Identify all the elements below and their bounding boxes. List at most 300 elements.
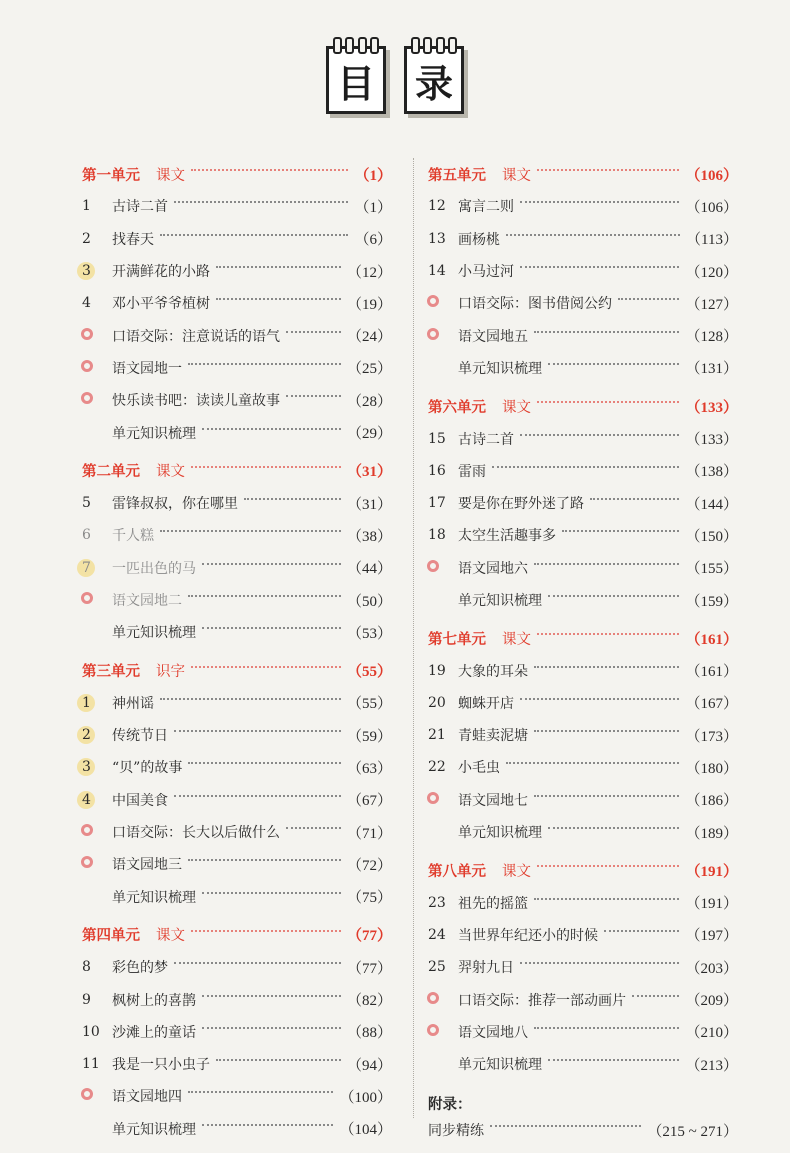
dot-leader	[537, 633, 679, 635]
lesson-title: 神州谣	[112, 695, 154, 712]
dot-leader	[216, 1059, 341, 1061]
page-number: （1）	[354, 199, 392, 216]
dot-leader	[202, 627, 341, 629]
toc-entry[interactable]	[82, 1080, 392, 1112]
lesson-title: 枫树上的喜鹊	[112, 992, 196, 1009]
lesson-number: 19	[428, 662, 446, 679]
dot-leader	[202, 892, 341, 894]
ring-icon-holder	[428, 328, 458, 344]
dot-leader	[590, 498, 679, 500]
dot-leader	[534, 563, 679, 565]
ring-icon	[81, 592, 93, 604]
ring-icon	[81, 360, 93, 372]
ring-icon-holder	[428, 295, 458, 311]
toc-entry[interactable]	[428, 951, 738, 983]
ring-icon	[81, 824, 93, 836]
lesson-title: 传统节日	[112, 728, 168, 745]
dot-leader	[537, 401, 679, 403]
dot-leader	[202, 1027, 341, 1029]
lesson-number: 13	[428, 230, 446, 247]
dot-leader	[520, 698, 679, 700]
lesson-title: 彩色的梦	[112, 960, 168, 977]
page-number: （167）	[685, 696, 738, 713]
lesson-title: 我是一只小虫子	[112, 1057, 210, 1074]
page-number: （63）	[346, 760, 392, 777]
lesson-title: 蜘蛛开店	[458, 695, 514, 712]
ring-icon-holder	[428, 1024, 458, 1040]
toc-entry[interactable]	[428, 319, 738, 351]
lesson-number: 9	[82, 991, 91, 1008]
page-number: （67）	[346, 793, 392, 810]
dot-leader	[244, 498, 341, 500]
ring-icon	[427, 992, 439, 1004]
lesson-title: 开满鲜花的小路	[112, 264, 210, 281]
lesson-title: 当世界年纪还小的时候	[458, 927, 598, 944]
toc-entry[interactable]	[428, 687, 738, 719]
ring-icon-holder	[82, 824, 112, 840]
page-number: （28）	[346, 393, 392, 410]
dot-leader	[174, 795, 341, 797]
column-divider	[413, 158, 414, 1118]
lesson-title: 要是你在野外迷了路	[458, 496, 584, 513]
ring-icon-holder	[82, 592, 112, 608]
page-number: （144）	[685, 496, 738, 513]
dot-leader	[548, 595, 679, 597]
page-number: （55）	[346, 664, 392, 681]
page-number: （100）	[339, 1089, 392, 1106]
unit-name: 第三单元	[82, 663, 140, 681]
binder-rings-icon	[333, 37, 379, 54]
toc-entry[interactable]	[82, 190, 392, 222]
title-card-2	[404, 46, 464, 114]
toc-entry[interactable]	[82, 1016, 392, 1048]
page-number: （133）	[685, 432, 738, 449]
lesson-number: 18	[428, 527, 446, 544]
ring-icon-holder	[82, 360, 112, 376]
lesson-title: “贝”的故事	[112, 760, 183, 777]
page-number: （44）	[346, 561, 392, 578]
lesson-number: 15	[428, 430, 446, 447]
title-card-1	[326, 46, 386, 114]
toc-entry[interactable]	[82, 519, 392, 551]
unit-kind: 课文	[502, 863, 531, 880]
dot-leader	[548, 827, 679, 829]
toc-entry[interactable]	[428, 584, 738, 616]
lesson-number: 3	[82, 759, 112, 775]
lesson-number: 1	[82, 198, 91, 215]
section-title: 口语交际：长大以后做什么	[112, 825, 280, 842]
lesson-title: 千人糕	[112, 528, 154, 545]
title-char-2: 录	[414, 61, 453, 106]
unit-heading[interactable]	[428, 854, 738, 886]
dot-leader	[188, 762, 341, 764]
lesson-title: 沙滩上的童话	[112, 1024, 196, 1041]
page-number: （106）	[685, 199, 738, 216]
page-number: （191）	[685, 896, 738, 913]
toc-entry[interactable]	[428, 519, 738, 551]
toc-entry[interactable]	[428, 816, 738, 848]
page-number: （31）	[346, 464, 392, 481]
toc-title	[0, 46, 790, 114]
toc-entry[interactable]	[428, 552, 738, 584]
lesson-title: 中国美食	[112, 792, 168, 809]
page-number: （55）	[346, 696, 392, 713]
dot-leader	[188, 1091, 333, 1093]
dot-leader	[534, 666, 679, 668]
unit-name: 第七单元	[428, 630, 486, 648]
toc-entry[interactable]	[82, 751, 392, 783]
toc-entry[interactable]	[428, 422, 738, 454]
ring-icon	[81, 392, 93, 404]
toc-entry[interactable]	[82, 552, 392, 584]
unit-kind: 课文	[156, 464, 185, 481]
toc-right-column	[428, 158, 738, 1147]
toc-entry[interactable]	[82, 1048, 392, 1080]
ring-icon	[81, 856, 93, 868]
page-number: （197）	[685, 928, 738, 945]
dot-leader	[191, 466, 341, 468]
toc-entry[interactable]	[428, 487, 738, 519]
toc-entry[interactable]	[428, 983, 738, 1015]
ring-icon	[81, 1088, 93, 1100]
ring-icon	[427, 792, 439, 804]
lesson-number: 4	[82, 295, 91, 312]
page-number: （88）	[346, 1025, 392, 1042]
page-number: （128）	[685, 329, 738, 346]
dot-leader	[534, 331, 679, 333]
dot-leader	[202, 1124, 333, 1126]
toc-entry[interactable]	[428, 1048, 738, 1080]
section-title: 口语交际：图书借阅公约	[458, 296, 612, 313]
dot-leader	[286, 395, 341, 397]
lesson-title: 古诗二首	[458, 431, 514, 448]
unit-heading[interactable]	[428, 390, 738, 422]
unit-kind: 课文	[156, 928, 185, 945]
dot-leader	[520, 266, 679, 268]
binder-rings-icon	[411, 37, 457, 54]
lesson-number: 23	[428, 894, 446, 911]
page-number: （1）	[354, 167, 392, 184]
review-title: 单元知识梳理	[112, 625, 196, 642]
lesson-title: 雷锋叔叔，你在哪里	[112, 496, 238, 513]
dot-leader	[604, 930, 679, 932]
dot-leader	[286, 827, 341, 829]
unit-kind: 课文	[156, 167, 185, 184]
toc-entry[interactable]	[428, 190, 738, 222]
section-title: 语文园地三	[112, 857, 182, 874]
lesson-number: 7	[82, 560, 112, 576]
page-number: （159）	[685, 593, 738, 610]
ring-icon	[427, 328, 439, 340]
toc-entry[interactable]	[82, 719, 392, 751]
appendix-label: 附录：	[428, 1096, 472, 1114]
toc-entry[interactable]	[82, 784, 392, 816]
lesson-number: 5	[82, 495, 91, 512]
page-number: （59）	[346, 728, 392, 745]
page-number: （50）	[346, 593, 392, 610]
page-number: （31）	[346, 496, 392, 513]
unit-kind: 识字	[156, 664, 185, 681]
review-title: 单元知识梳理	[112, 1121, 196, 1138]
page-number: （127）	[685, 296, 738, 313]
lesson-number: 24	[428, 926, 446, 943]
dot-leader	[534, 1027, 679, 1029]
appendix-entry[interactable]	[428, 1114, 738, 1146]
unit-kind: 课文	[502, 167, 531, 184]
page-number: （180）	[685, 760, 738, 777]
ring-icon-holder	[428, 992, 458, 1008]
toc-entry[interactable]	[428, 1016, 738, 1048]
dot-leader	[520, 201, 679, 203]
dot-leader	[174, 730, 341, 732]
dot-leader	[562, 530, 679, 532]
dot-leader	[506, 234, 680, 236]
dot-leader	[191, 169, 348, 171]
dot-leader	[188, 859, 341, 861]
section-title: 语文园地五	[458, 328, 528, 345]
lesson-title: 画杨桃	[458, 231, 500, 248]
page-number: （71）	[346, 825, 392, 842]
page-number: （203）	[685, 960, 738, 977]
toc-entry[interactable]	[82, 848, 392, 880]
lesson-number: 14	[428, 263, 446, 280]
lesson-title: 古诗二首	[112, 199, 168, 216]
lesson-number: 10	[82, 1023, 100, 1040]
page-number: （82）	[346, 993, 392, 1010]
dot-leader	[202, 995, 341, 997]
page-number: （131）	[685, 361, 738, 378]
page-number: （53）	[346, 625, 392, 642]
dot-leader	[537, 169, 679, 171]
toc-entry[interactable]	[428, 654, 738, 686]
dot-leader	[174, 201, 348, 203]
dot-leader	[216, 298, 341, 300]
section-title: 口语交际：推荐一部动画片	[458, 992, 626, 1009]
toc-entry[interactable]	[82, 1113, 392, 1145]
lesson-number: 12	[428, 198, 446, 215]
unit-name: 第六单元	[428, 398, 486, 416]
page-number: （215 ~ 271）	[647, 1123, 738, 1140]
appendix-title: 同步精练	[428, 1123, 484, 1140]
lesson-number: 3	[82, 263, 112, 279]
dot-leader	[286, 331, 341, 333]
dot-leader	[534, 795, 679, 797]
dot-leader	[216, 266, 341, 268]
dot-leader	[492, 466, 679, 468]
section-title: 快乐读书吧：读读儿童故事	[112, 393, 280, 410]
lesson-title: 太空生活趣事多	[458, 528, 556, 545]
lesson-title: 邓小平爷爷植树	[112, 296, 210, 313]
unit-heading[interactable]	[428, 622, 738, 654]
page-number: （209）	[685, 993, 738, 1010]
toc-entry[interactable]	[82, 816, 392, 848]
unit-name: 第五单元	[428, 166, 486, 184]
page-number: （75）	[346, 890, 392, 907]
toc-entry[interactable]	[428, 887, 738, 919]
toc-entry[interactable]	[82, 951, 392, 983]
dot-leader	[534, 730, 679, 732]
section-title: 语文园地八	[458, 1024, 528, 1041]
lesson-title: 找春天	[112, 231, 154, 248]
lesson-title: 一匹出色的马	[112, 560, 196, 577]
dot-leader	[618, 298, 679, 300]
lesson-title: 雷雨	[458, 463, 486, 480]
ring-icon	[427, 1024, 439, 1036]
toc-left-column	[82, 158, 392, 1145]
toc-entry[interactable]	[82, 287, 392, 319]
section-title: 语文园地四	[112, 1089, 182, 1106]
toc-entry[interactable]	[428, 287, 738, 319]
toc-entry[interactable]	[82, 223, 392, 255]
lesson-number: 16	[428, 462, 446, 479]
page-number: （120）	[685, 264, 738, 281]
page-number: （150）	[685, 528, 738, 545]
page-number: （106）	[685, 167, 738, 184]
dot-leader	[202, 428, 341, 430]
lesson-title: 青蛙卖泥塘	[458, 728, 528, 745]
review-title: 单元知识梳理	[112, 425, 196, 442]
lesson-number: 22	[428, 759, 446, 776]
ring-icon	[81, 328, 93, 340]
unit-kind: 课文	[502, 631, 531, 648]
page-number: （6）	[354, 232, 392, 249]
dot-leader	[202, 563, 341, 565]
lesson-number: 1	[82, 695, 112, 711]
dot-leader	[548, 1059, 679, 1061]
title-char-1: 目	[336, 61, 375, 106]
section-title: 口语交际：注意说话的语气	[112, 328, 280, 345]
lesson-number: 8	[82, 959, 91, 976]
unit-heading[interactable]	[82, 919, 392, 951]
page-number: （155）	[685, 561, 738, 578]
unit-name: 第四单元	[82, 927, 140, 945]
dot-leader	[548, 363, 679, 365]
unit-heading[interactable]	[82, 158, 392, 190]
lesson-number: 20	[428, 694, 446, 711]
dot-leader	[160, 530, 341, 532]
toc-entry[interactable]	[82, 255, 392, 287]
lesson-number: 6	[82, 527, 91, 544]
review-title: 单元知识梳理	[458, 825, 542, 842]
ring-icon	[427, 295, 439, 307]
toc-entry[interactable]	[82, 881, 392, 913]
toc-entry[interactable]	[428, 352, 738, 384]
unit-heading[interactable]	[428, 158, 738, 190]
lesson-title: 寓言二则	[458, 199, 514, 216]
dot-leader	[520, 434, 679, 436]
toc-entry[interactable]	[428, 719, 738, 751]
page-number: （38）	[346, 528, 392, 545]
toc-entry[interactable]	[428, 751, 738, 783]
dot-leader	[160, 698, 341, 700]
lesson-title: 羿射九日	[458, 960, 514, 977]
unit-kind: 课文	[502, 399, 531, 416]
dot-leader	[160, 234, 348, 236]
page-number: （19）	[346, 296, 392, 313]
page-number: （133）	[685, 399, 738, 416]
toc-entry[interactable]	[82, 416, 392, 448]
toc-entry[interactable]	[428, 455, 738, 487]
lesson-title: 小毛虫	[458, 760, 500, 777]
review-title: 单元知识梳理	[458, 360, 542, 377]
unit-name: 第二单元	[82, 463, 140, 481]
dot-leader	[174, 962, 341, 964]
page-number: （29）	[346, 426, 392, 443]
ring-icon-holder	[82, 856, 112, 872]
lesson-number: 2	[82, 727, 112, 743]
page-number: （113）	[686, 232, 738, 249]
page-number: （161）	[685, 631, 738, 648]
toc-entry[interactable]	[428, 255, 738, 287]
toc-entry[interactable]	[82, 584, 392, 616]
dot-leader	[520, 962, 679, 964]
lesson-number: 4	[82, 792, 112, 808]
page-number: （12）	[346, 264, 392, 281]
page-number: （77）	[346, 928, 392, 945]
page-number: （72）	[346, 857, 392, 874]
lesson-title: 祖先的摇篮	[458, 895, 528, 912]
toc-entry[interactable]	[82, 687, 392, 719]
dot-leader	[188, 595, 341, 597]
unit-heading[interactable]	[82, 654, 392, 686]
section-title: 语文园地六	[458, 560, 528, 577]
dot-leader	[191, 930, 341, 932]
ring-icon-holder	[82, 1088, 112, 1104]
page-number: （186）	[685, 793, 738, 810]
review-title: 单元知识梳理	[458, 593, 542, 609]
page-number: （191）	[685, 863, 738, 880]
lesson-number: 11	[82, 1056, 100, 1073]
unit-name: 第八单元	[428, 862, 486, 880]
toc-entry[interactable]	[428, 223, 738, 255]
dot-leader	[506, 762, 679, 764]
page-number: （189）	[685, 825, 738, 842]
toc-entry[interactable]	[82, 616, 392, 648]
page-number: （161）	[685, 664, 738, 681]
lesson-number: 2	[82, 230, 91, 247]
ring-icon-holder	[428, 560, 458, 576]
lesson-title: 小马过河	[458, 264, 514, 281]
dot-leader	[191, 666, 341, 668]
toc-entry[interactable]	[428, 919, 738, 951]
lesson-number: 17	[428, 495, 446, 512]
dot-leader	[632, 995, 679, 997]
page-number: （25）	[346, 361, 392, 378]
lesson-number: 25	[428, 959, 446, 976]
toc-entry[interactable]	[82, 319, 392, 351]
ring-icon-holder	[428, 792, 458, 808]
page-number: （210）	[685, 1025, 738, 1042]
page-number: （173）	[685, 728, 738, 745]
lesson-number: 21	[428, 727, 446, 744]
toc-entry[interactable]	[82, 487, 392, 519]
unit-heading[interactable]	[82, 455, 392, 487]
toc-entry[interactable]	[82, 352, 392, 384]
page-number: （138）	[685, 464, 738, 481]
section-title: 语文园地七	[458, 792, 528, 809]
dot-leader	[490, 1125, 641, 1127]
dot-leader	[537, 865, 679, 867]
page-number: （213）	[685, 1057, 738, 1074]
dot-leader	[188, 363, 341, 365]
section-title: 语文园地一	[112, 360, 182, 377]
toc-entry[interactable]	[82, 384, 392, 416]
review-title: 单元知识梳理	[112, 889, 196, 906]
ring-icon	[427, 560, 439, 572]
toc-entry[interactable]	[428, 784, 738, 816]
lesson-title: 大象的耳朵	[458, 663, 528, 680]
toc-entry[interactable]	[82, 983, 392, 1015]
